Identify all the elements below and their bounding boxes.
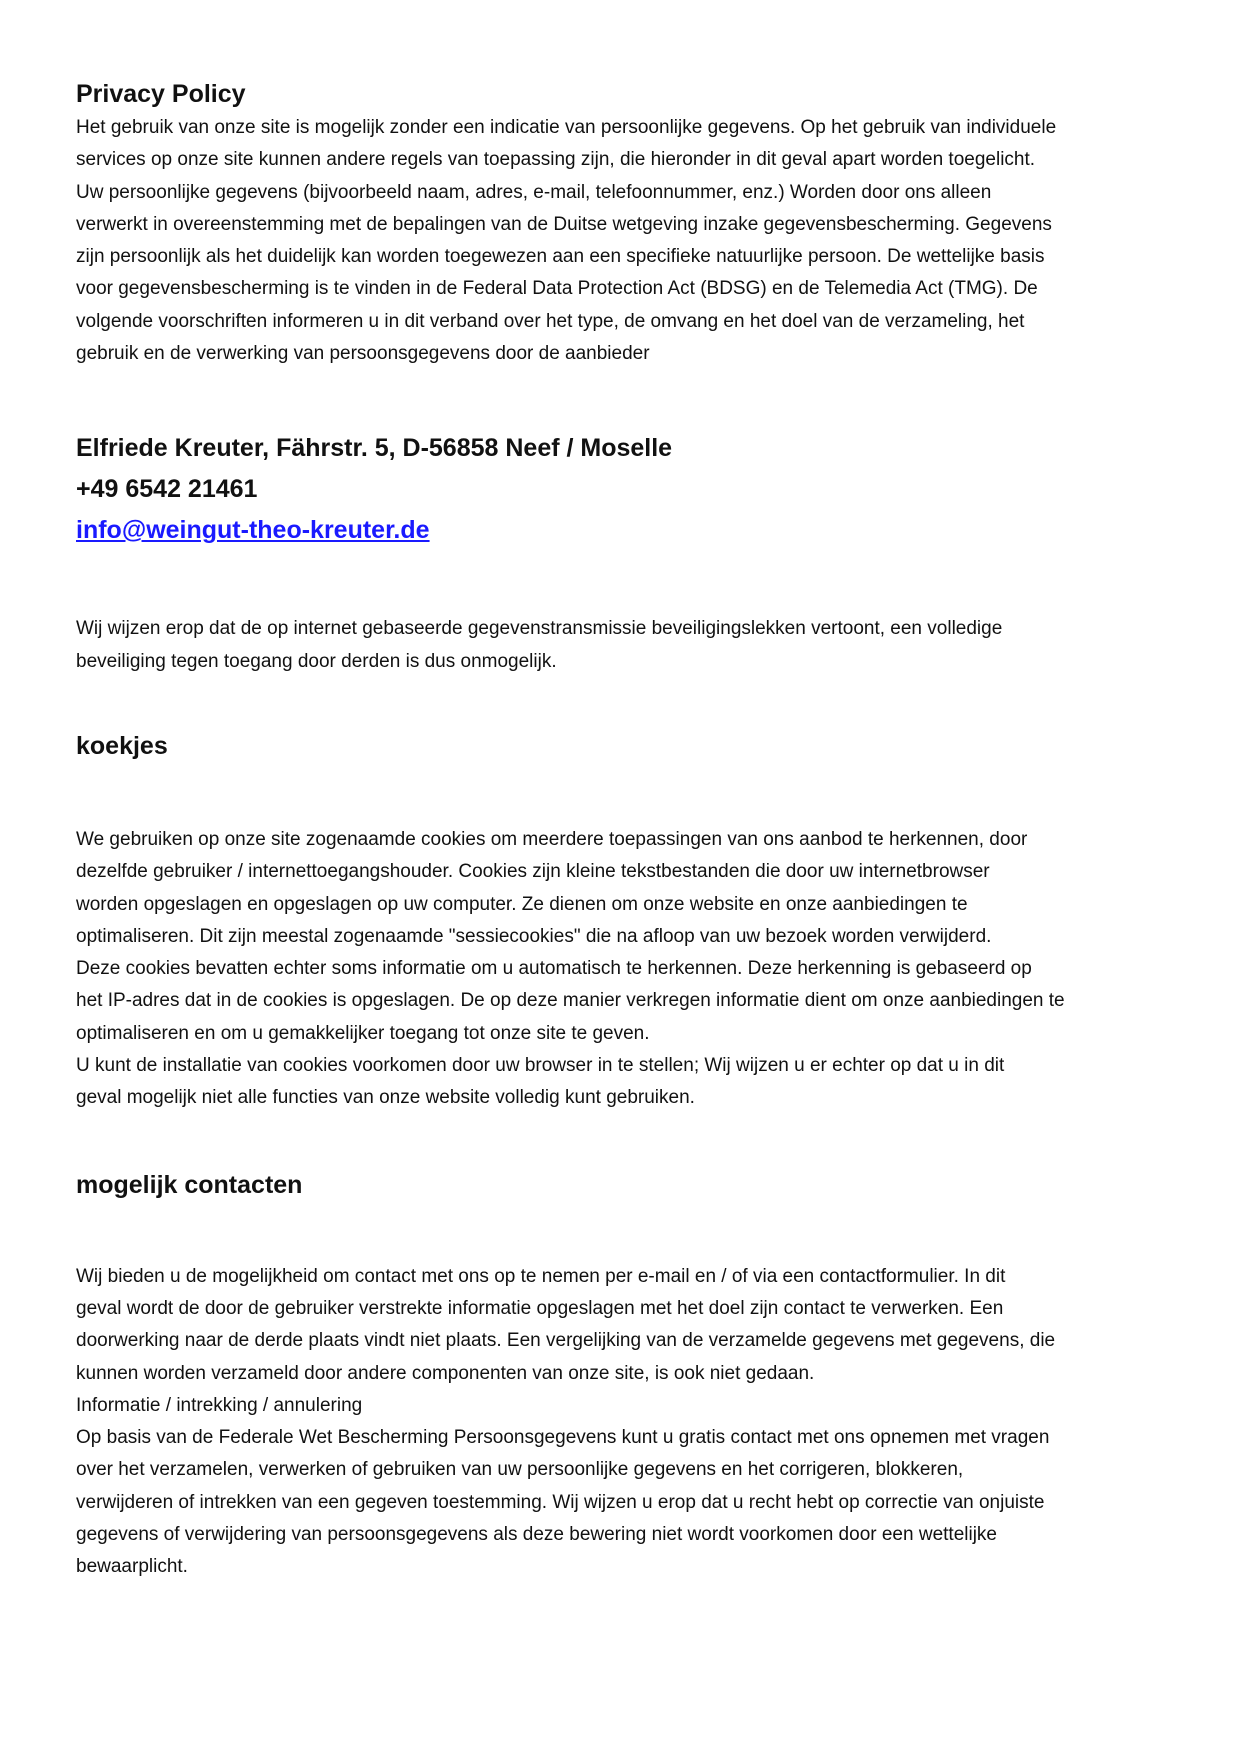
contact-email-link[interactable]: info@weingut-theo-kreuter.de	[76, 516, 430, 545]
contact-phone: +49 6542 21461	[76, 475, 258, 504]
security-note-paragraph: Wij wijzen erop dat de op internet gebaseerde gegevenstransmissie beveiligingslekken vertoont, een volledige beveiliging tegen toegang door derden is dus onmogelijk.	[76, 618, 1003, 672]
cookies-heading: koekjes	[76, 731, 168, 760]
contact-block	[76, 428, 1176, 551]
privacy-intro-paragraph: Het gebruik van onze site is mogelijk zonder een indicatie van persoonlijke gegevens. Op het gebruik van individuele services op onze site kunnen andere regels van toepassing zijn, die hieronder in dit geval apart worden toegelicht. Uw persoonlijke gegevens (bijvoorbeeld naam, adres, e-mail, telefoonnummer, enz.) Worden door ons alleen verwerkt in overeenstemming met de bepalingen van de Duitse wetgeving inzake gegevensbescherming. Gegevens zijn persoonlijk als het duidelijk kan worden toegewezen aan een specifieke natuurlijke persoon. De wettelijke basis voor gegevensbescherming is te vinden in de Federal Data Protection Act (BDSG) en de Telemedia Act (TMG). De volgende voorschriften informeren u in dit verband over het type, de omvang en het doel van de verzameling, het gebruik en de verwerking van persoonsgegevens door de aanbieder	[76, 117, 1057, 365]
contacts-heading: mogelijk contacten	[76, 1170, 303, 1199]
contact-address: Elfriede Kreuter, Fährstr. 5, D-56858 Neef / Moselle	[76, 434, 673, 463]
cookies-paragraph: We gebruiken op onze site zogenaamde cookies om meerdere toepassingen van ons aanbod te herkennen, door dezelfde gebruiker / internettoegangshouder. Cookies zijn kleine tekstbestanden die door uw internetbrowser worden opgeslagen en opgeslagen op uw computer. Ze dienen om onze website en onze aanbiedingen te optimaliseren. Dit zijn meestal zogenaamde "sessiecookies" die na afloop van uw bezoek worden verwijderd. Deze cookies bevatten echter soms informatie om u automatisch te herkennen. Deze herkenning is gebaseerd op het IP-adres dat in de cookies is opgeslagen. De op deze manier verkregen informatie dient om onze aanbiedingen te optimaliseren en om u gemakkelijker toegang tot onze site te geven. U kunt de installatie van cookies voorkomen door uw browser in te stellen; Wij wijzen u er echter op dat u in dit geval mogelijk niet alle functies van onze website volledig kunt gebruiken.	[76, 828, 1065, 1109]
contacts-paragraph: Wij bieden u de mogelijkheid om contact met ons op te nemen per e-mail en / of via een contactformulier. In dit geval wordt de door de gebruiker verstrekte informatie opgeslagen met het doel zijn contact te verwerken. Een doorwerking naar de derde plaats vindt niet plaats. Een vergelijking van de verzamelde gegevens met gegevens, die kunnen worden verzameld door andere componenten van onze site, is ook niet gedaan. Informatie / intrekking / annulering Op basis van de Federale Wet Bescherming Persoonsgegevens kunt u gratis contact met ons opnemen met vragen over het verzamelen, verwerken of gebruiken van uw persoonlijke gegevens en het corrigeren, blokkeren, verwijderen of intrekken van een gegeven toestemming. Wij wijzen u erop dat u recht hebt op correctie van onjuiste gegevens of verwijdering van persoonsgegevens als deze bewering niet wordt voorkomen door een wettelijke bewaarplicht.	[76, 1265, 1056, 1578]
privacy-policy-title: Privacy Policy	[76, 80, 246, 108]
document-page	[76, 76, 1176, 1584]
